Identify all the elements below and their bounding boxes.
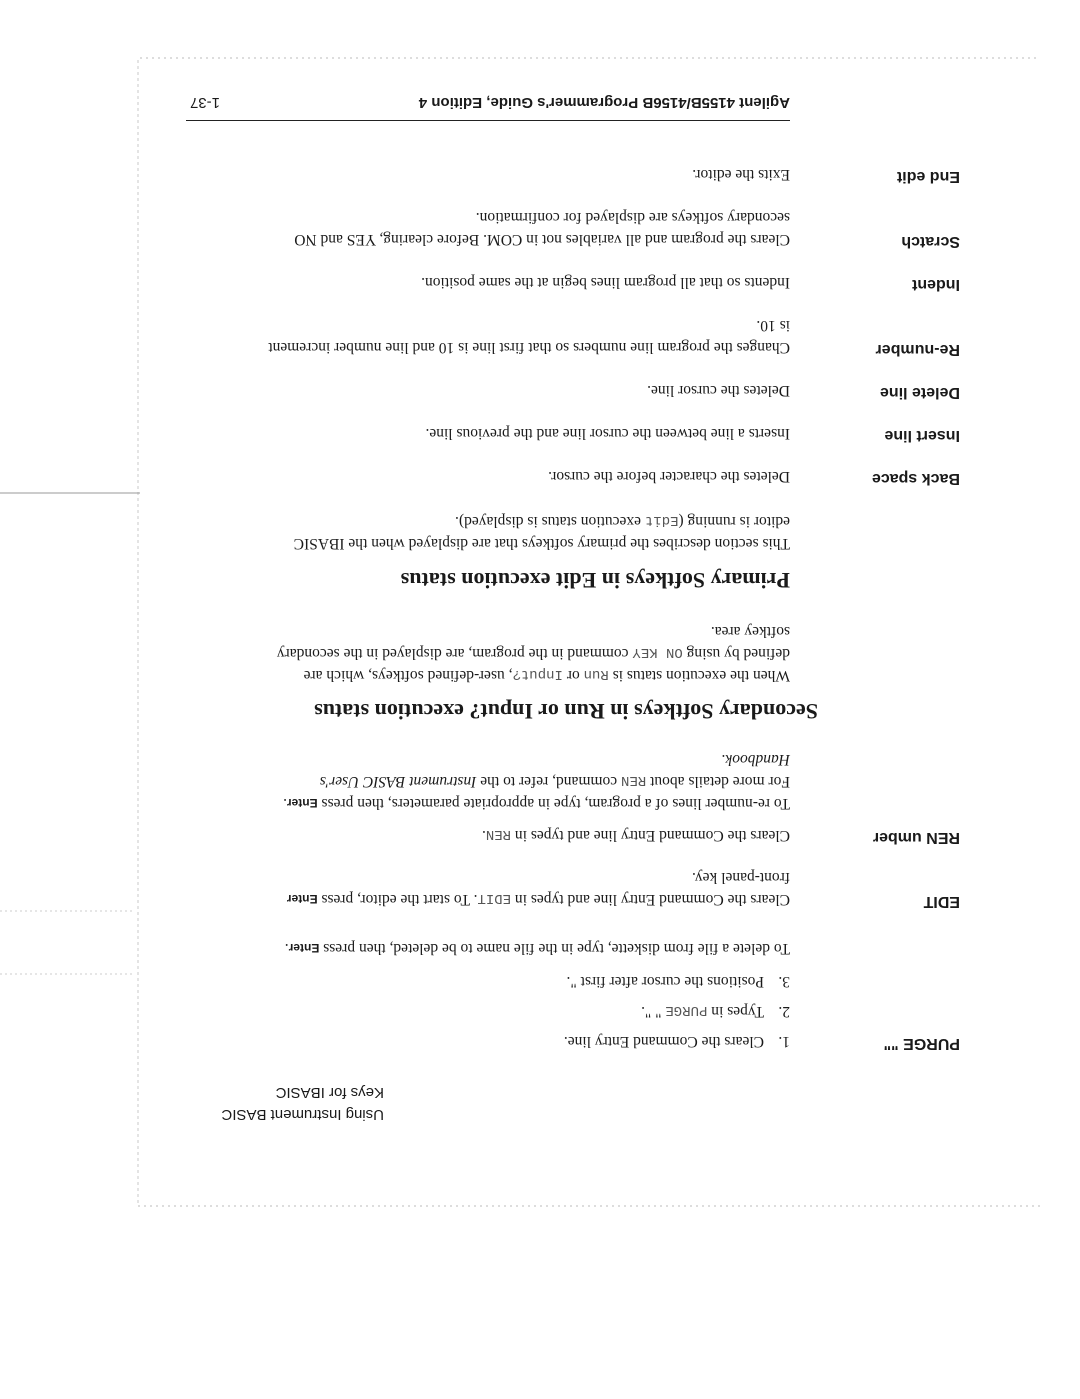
- term-scratch: Scratch: [901, 233, 960, 250]
- ren-line-1: [482, 823, 790, 846]
- code-run: Run: [583, 666, 609, 682]
- desc-scratch-2: secondary softkeys are displayed for confirmation.: [475, 209, 790, 226]
- term-edit: EDIT: [923, 893, 960, 910]
- primary-text-a: editor is running (: [678, 513, 790, 530]
- term-delete-line: Delete line: [879, 384, 960, 401]
- period: .: [721, 751, 726, 768]
- secondary-line-3: softkey area.: [710, 623, 790, 640]
- enter-key: Enter: [288, 941, 320, 955]
- running-header-line1: Using Instrument BASIC: [221, 1106, 384, 1123]
- purge-note-text: To delete a file from diskette, type in the file name to be deleted, then press: [323, 940, 790, 957]
- term-ren: REN umber: [872, 829, 960, 846]
- term-purge: PURGE "": [883, 1035, 960, 1052]
- desc-scratch-1: Clears the program and all variables not in COM. Before clearing, YES and NO: [294, 231, 790, 248]
- term-back-space: Back space: [871, 470, 960, 487]
- desc-back-space: Deletes the character before the cursor.: [548, 468, 790, 485]
- secondary-line-2: [277, 641, 790, 664]
- ren-para-2: [320, 769, 790, 792]
- code-purge: PURGE: [665, 1002, 708, 1018]
- footer-title: Agilent 4155B/4156B Programmer's Guide, Edition 4: [418, 94, 790, 111]
- purge-step-3: [567, 970, 790, 992]
- enter-key: Enter: [286, 892, 318, 906]
- ren-text-b: .: [481, 827, 486, 844]
- page-number: 1-37: [189, 94, 220, 111]
- edit-text-a: Clears the Command Entry line and types in: [514, 891, 790, 908]
- primary-text-b: execution status is displayed).: [455, 513, 642, 530]
- purge-note: To delete a file from diskette, type in the file name to be deleted, then press Enter.: [284, 940, 790, 957]
- step-number: 1.: [778, 1033, 790, 1050]
- ren-para-2-text-a: For more details about: [650, 773, 790, 790]
- term-re-number: Re-number: [875, 341, 960, 358]
- step-text-quotes: " ".: [641, 1003, 662, 1020]
- code-input: Input?: [512, 666, 563, 682]
- running-header-line2: Keys for IBASIC: [275, 1084, 384, 1101]
- term-end-edit: End edit: [896, 168, 960, 185]
- code-edit: EDIT: [477, 890, 512, 906]
- secondary-text-a: When the execution status is: [612, 667, 790, 684]
- code-ren: REN: [485, 826, 512, 842]
- heading-primary-softkeys: Primary Softkeys in Edit execution status: [400, 568, 790, 593]
- secondary-text-e: command in the program, are displayed in the secondary: [276, 645, 629, 662]
- enter-key: Enter: [286, 796, 318, 810]
- desc-end-edit: Exits the editor.: [692, 166, 790, 183]
- step-text: Positions the cursor after first ".: [566, 973, 764, 990]
- secondary-text-d: defined by using: [686, 645, 790, 662]
- desc-indent: Indents so that all program lines begin at the same position.: [421, 274, 790, 291]
- code-on-key: ON KEY: [632, 644, 683, 660]
- desc-insert-line: Inserts a line between the cursor line and the previous line.: [425, 425, 790, 442]
- desc-delete-line: Deletes the cursor line.: [647, 382, 790, 399]
- step-text: Types in: [711, 1003, 764, 1020]
- desc-re-number-1: Changes the program line numbers so that first line is 10 and line number increment: [268, 339, 790, 356]
- step-number: 3.: [778, 973, 790, 990]
- purge-step-1: [564, 1030, 790, 1052]
- ren-para-1-text: To re-number lines of a program, type in appropriate parameters, then press: [321, 795, 790, 812]
- ren-text-a: Clears the Command Entry line and types in: [514, 827, 790, 844]
- step-number: 2.: [778, 1003, 790, 1020]
- secondary-text-c: , user-defined softkeys, which are: [303, 667, 513, 684]
- primary-line-1: This section describes the primary softkeys that are displayed when the IBASIC: [293, 535, 790, 552]
- primary-line-2: [455, 509, 790, 532]
- edit-line-1: [287, 887, 790, 910]
- purge-step-2: [641, 999, 790, 1022]
- code-ren-2: REN: [621, 772, 647, 788]
- heading-secondary-softkeys: Secondary Softkeys in Run or Input? execution status: [314, 699, 818, 724]
- handbook-title-cont: Handbook: [725, 751, 790, 768]
- edit-text-b: . To start the editor, press: [321, 891, 478, 908]
- term-indent: Indent: [912, 276, 960, 293]
- secondary-text-b: or: [566, 667, 580, 684]
- ren-para-1: To re-number lines of a program, type in appropriate parameters, then press Enter.: [283, 795, 790, 812]
- step-text: Clears the Command Entry line.: [563, 1033, 764, 1050]
- handbook-title: Instrument BASIC User's: [319, 773, 477, 790]
- code-edit-status: Edit: [644, 512, 679, 528]
- term-insert-line: Insert line: [884, 427, 960, 444]
- ren-para-2-text-b: command, refer to the: [480, 773, 618, 790]
- desc-re-number-2: is 10.: [756, 317, 790, 334]
- secondary-line-1: [304, 663, 790, 686]
- edit-line-2: front-panel key.: [692, 869, 790, 886]
- footer-rule: [186, 120, 790, 121]
- ren-para-2-cont: [722, 748, 790, 770]
